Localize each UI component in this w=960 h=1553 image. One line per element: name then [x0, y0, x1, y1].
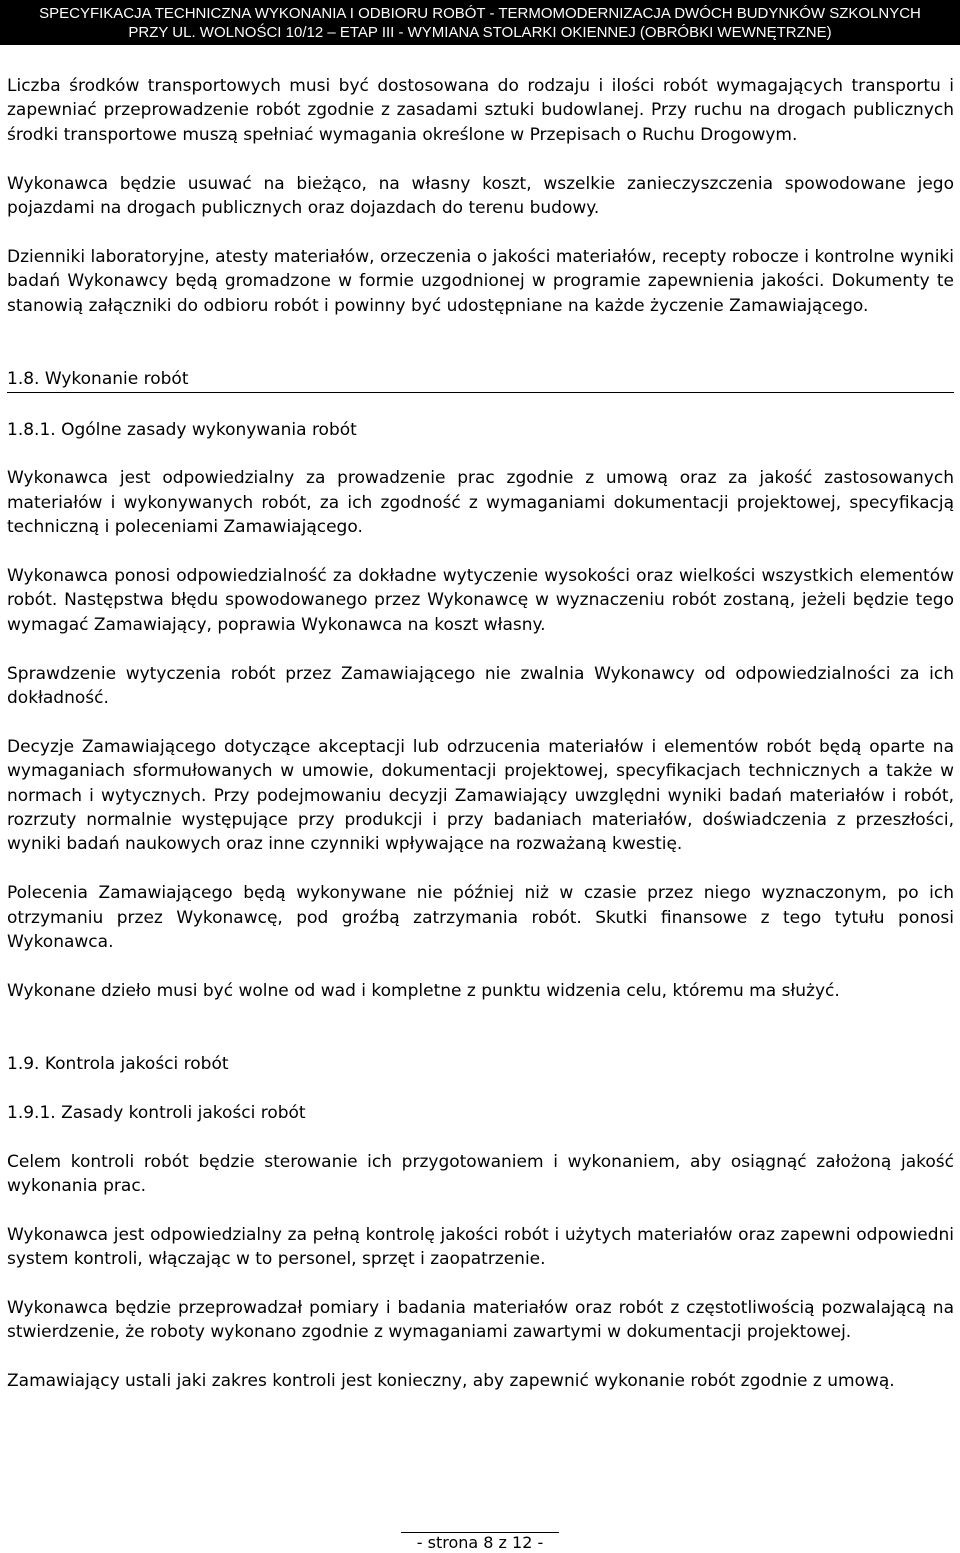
paragraph: Wykonawca ponosi odpowiedzialność za dokładne wytyczenie wysokości oraz wielkości wszystkich elementów robót. Następstwa błędu spowodowanego przez Wykonawcę w wyznaczeniu robót zostaną, jeżeli będzie tego wymagać Zamawiający, poprawia Wykonawca na koszt własny.: [7, 566, 954, 635]
paragraph: Wykonawca będzie usuwać na bieżąco, na własny koszt, wszelkie zanieczyszczenia spowodowane jego pojazdami na drogach publicznych oraz dojazdach do terenu budowy.: [7, 173, 954, 219]
paragraph: Decyzje Zamawiającego dotyczące akceptacji lub odrzucenia materiałów i elementów robót będą oparte na wymaganiach sformułowanych w umowie, dokumentacji projektowej, specyfikacjach technicznych a także w normach i wytycznych. Przy podejmowaniu decyzji Zamawiający uwzględni wyniki badań materiałów i robót, rozrzuty normalnie występujące przy produkcji i przy badaniach materiałów, doświadczenia z przeszłości, wyniki badań naukowych oraz inne czynniki wpływające na rozważaną kwestię.: [7, 736, 954, 855]
page-number: - strona 8 z 12 -: [401, 1532, 559, 1553]
header-title-line1: SPECYFIKACJA TECHNICZNA WYKONANIA I ODBIORU ROBÓT - TERMOMODERNIZACJA DWÓCH BUDYNKÓW SZKOLNYCH: [39, 5, 921, 22]
paragraph: Sprawdzenie wytyczenia robót przez Zamawiającego nie zwalnia Wykonawcy od odpowiedzialności za ich dokładność.: [7, 663, 954, 709]
section-heading-1-9: 1.9. Kontrola jakości robót: [7, 1054, 229, 1075]
paragraph: Celem kontroli robót będzie sterowanie ich przygotowaniem i wykonaniem, aby osiągnąć założoną jakość wykonania prac.: [7, 1151, 954, 1197]
paragraph: Wykonawca jest odpowiedzialny za pełną kontrolę jakości robót i użytych materiałów oraz zapewni odpowiedni system kontroli, włączając w to personel, sprzęt i zaopatrzenie.: [7, 1224, 954, 1270]
paragraph: Dzienniki laboratoryjne, atesty materiałów, orzeczenia o jakości materiałów, recepty robocze i kontrolne wyniki badań Wykonawcy będą gromadzone w formie uzgodnionej w programie zapewnienia jakości. Dokumenty te stanowią załączniki do odbioru robót i powinny być udostępniane na każde życzenie Zamawiającego.: [7, 246, 954, 316]
paragraph: Zamawiający ustali jaki zakres kontroli jest konieczny, aby zapewnić wykonanie robót zgodnie z umową.: [7, 1371, 895, 1392]
page-footer: [0, 1532, 960, 1553]
subsection-heading-1-8-1: 1.8.1. Ogólne zasady wykonywania robót: [7, 419, 357, 440]
paragraph: Liczba środków transportowych musi być dostosowana do rodzaju i ilości robót wymagających transportu i zapewniać przeprowadzenie robót zgodnie z zasadami sztuki budowlanej. Przy ruchu na drogach publicznych środki transportowe muszą spełniać wymagania określone w Przepisach o Ruchu Drogowym.: [7, 76, 954, 145]
document-header: [0, 0, 960, 45]
section-heading-1-8: 1.8. Wykonanie robót: [7, 367, 954, 393]
paragraph: Wykonane dzieło musi być wolne od wad i kompletne z punktu widzenia celu, któremu ma służyć.: [7, 980, 840, 1001]
paragraph: Wykonawca będzie przeprowadzał pomiary i badania materiałów oraz robót z częstotliwością pozwalającą na stwierdzenie, że roboty wykonano zgodnie z wymaganiami zawartymi w dokumentacji projektowej.: [7, 1298, 954, 1343]
document-body: [7, 74, 954, 1418]
header-title-line2: PRZY UL. WOLNOŚCI 10/12 – ETAP III - WYMIANA STOLARKI OKIENNEJ (OBRÓBKI WEWNĘTRZNE): [128, 24, 832, 41]
paragraph: Wykonawca jest odpowiedzialny za prowadzenie prac zgodnie z umową oraz za jakość zastosowanych materiałów i wykonywanych robót, za ich zgodność z wymaganiami dokumentacji projektowej, specyfikacją techniczną i poleceniami Zamawiającego.: [7, 468, 954, 538]
paragraph: Polecenia Zamawiającego będą wykonywane nie później niż w czasie przez niego wyznaczonym, po ich otrzymaniu przez Wykonawcę, pod groźbą zatrzymania robót. Skutki finansowe z tego tytułu ponosi Wykonawca.: [7, 883, 954, 953]
subsection-heading-1-9-1: 1.9.1. Zasady kontroli jakości robót: [7, 1102, 306, 1123]
